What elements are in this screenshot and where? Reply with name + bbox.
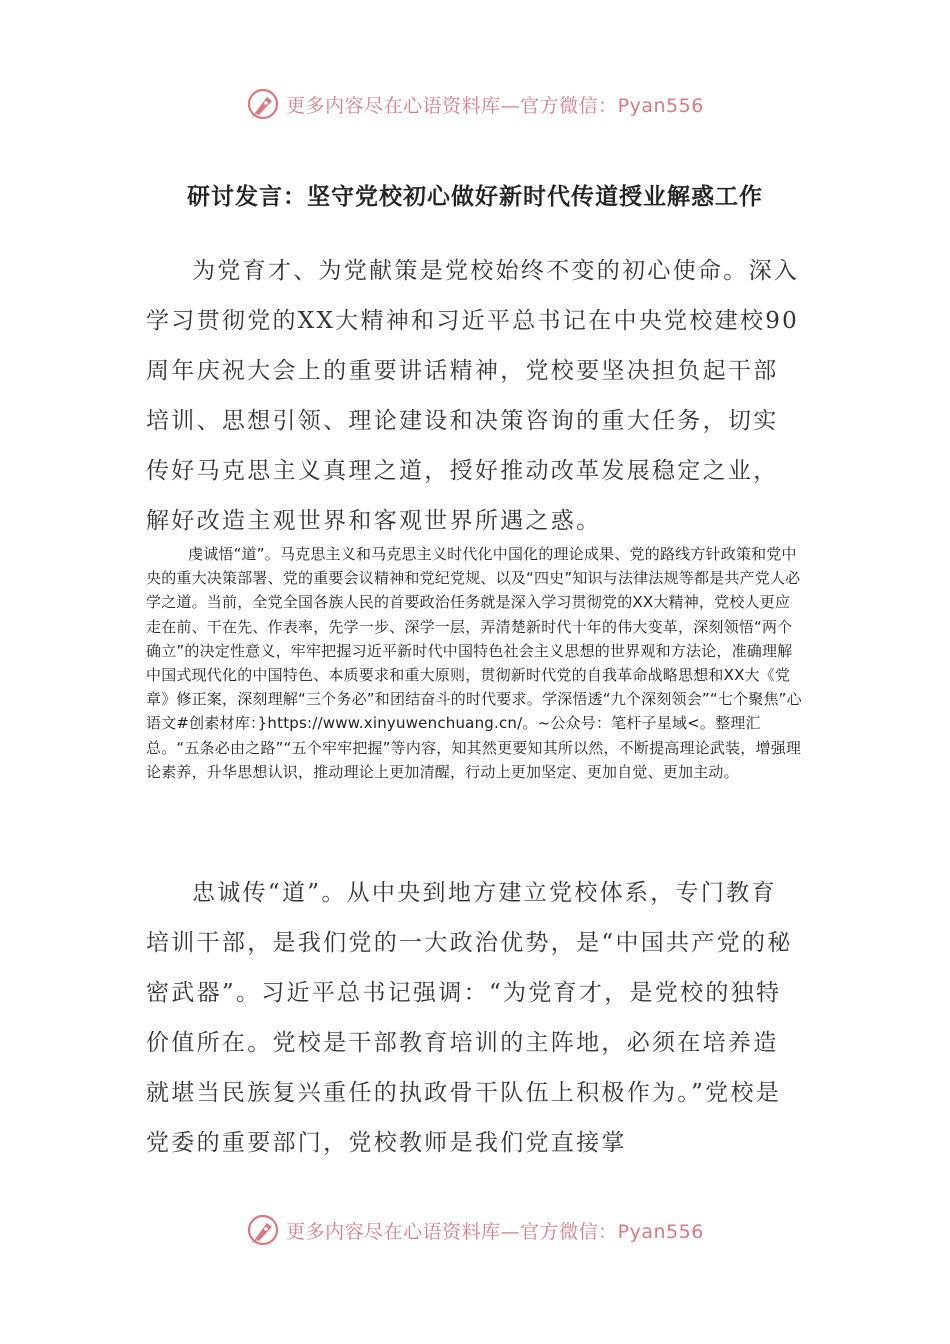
- pen-nib-circle-icon: [246, 87, 280, 121]
- wechat-id: Pyan556: [617, 1220, 704, 1243]
- paragraph-loyal-transmission: 忠诚传“道”。从中央到地方建立党校体系，专门教育培训干部，是我们党的一大政治优势，是“中国共产党的秘密武器”。习近平总书记强调：“为党育才，是党校的独特价值所在。党校是干部教育培训的主阵地，必须在培养造就堪当民族复兴重任的执政骨干队伍上积极作为。”党校是党委的重要部门，党校教师是我们党直接掌: [146, 880, 793, 1156]
- header-banner-text: 更多内容尽在心语资料库—官方微信：Pyan556: [286, 94, 704, 117]
- wechat-id: Pyan556: [617, 94, 704, 117]
- footer-banner: [0, 1210, 950, 1250]
- pen-nib-circle-icon: [246, 1213, 280, 1247]
- paragraph-intro: 为党育才、为党献策是党校始终不变的初心使命。深入学习贯彻党的XX大精神和习近平总书记在中央党校建校90周年庆祝大会上的重要讲话精神，党校要坚决担负起干部培训、思想引领、理论建设和决策咨询的重大任务，切实传好马克思主义真理之道，授好推动改革发展稳定之业，解好改造主观世界和客观世界所遇之惑。: [146, 258, 800, 534]
- paragraph-devout-understanding: 虔诚悟“道”。马克思主义和马克思主义时代化中国化的理论成果、党的路线方针政策和党中央的重大决策部署、党的重要会议精神和党纪党规、以及“四史”知识与法律法规等都是共产党人必学之道。当前，全党全国各族人民的首要政治任务就是深入学习贯彻党的XX大精神，党校人更应走在前、干在先、作表率，先学一步、深学一层，弄清楚新时代十年的伟大变革，深刻领悟“两个确立”的决定性意义，牢牢把握习近平新时代中国特色社会主义思想的世界观和方法论，准确理解中国式现代化的中国特色、本质要求和重大原则，贯彻新时代党的自我革命战略思想和XX大《党章》修正案，深刻理解“三个务必”和团结奋斗的时代要求。学深悟透“九个深刻领会”“七个聚焦”心语文#创素材库：}https://www.xinyuwenchuang.cn/。~公众号：笔杆子星域<。整理汇总。“五条必由之路”“五个牢牢把握”等内容，知其然更要知其所以然，不断提高理论武装，增强理论素养，升华思想认识，推动理论上更加清醒，行动上更加坚定、更加自觉、更加主动。: [146, 545, 802, 781]
- footer-banner-text: 更多内容尽在心语资料库—官方微信：Pyan556: [286, 1220, 704, 1243]
- header-banner: [0, 84, 950, 124]
- document-title: 研讨发言：坚守党校初心做好新时代传道授业解惑工作: [187, 184, 763, 210]
